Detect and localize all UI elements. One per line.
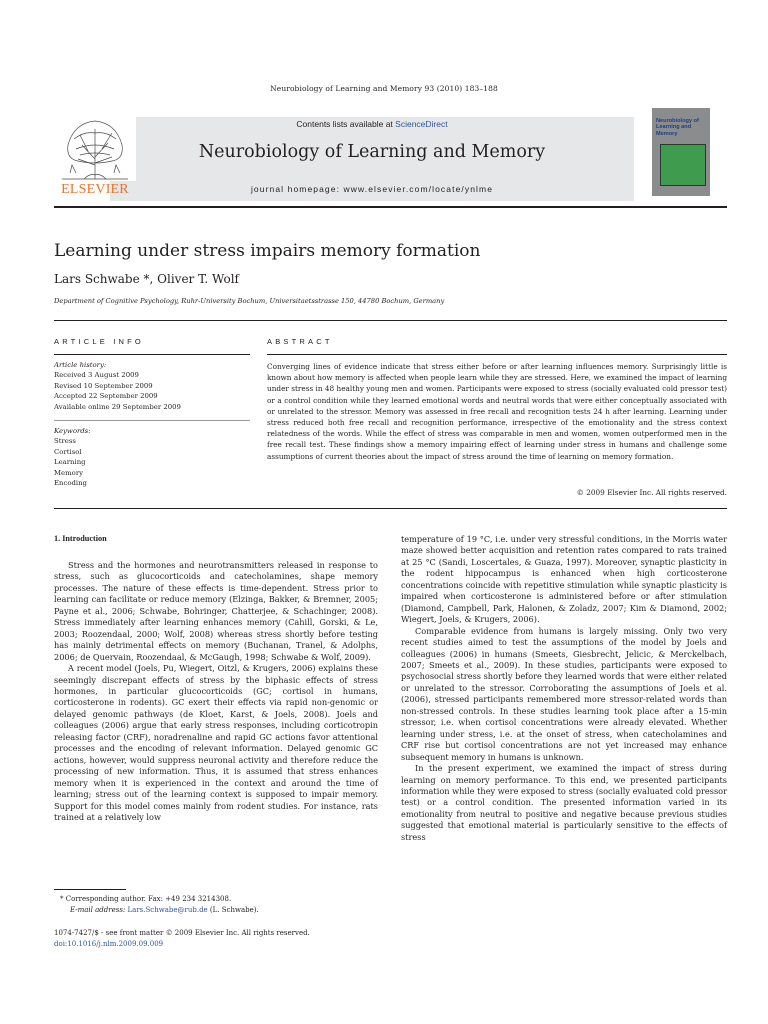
- keyword: Learning: [54, 458, 86, 467]
- abstract-rule: [267, 354, 727, 355]
- article-info-heading: ARTICLE INFO: [54, 337, 144, 346]
- abstract-text: Converging lines of evidence indicate that stress either before or after learning influences memory. Surprisingly little is known about how memory is affected when people learn while they are stressed. Here, we examined the impact of learning under stress in 48 healthy young men and women. Participants were exposed to stress (socially evaluated cold pressor test) or a control condition while they learned emotional words and neutral words that were either conceptually associated with or unrelated to the stressor. Memory was assessed in free recall and recognition tests 24 h after learning. Learning under stress reduced both free recall and recognition performance, irrespective of the emotionality and the stress context relatedness of the words. While the effect of stress was comparable in men and women, women outperformed men in the free recall test. These findings show a memory impairing effect of learning under stress in humans and challenge some assumptions of current theories about the impact of stress around the time of learning on memory formation.: [267, 362, 727, 461]
- article-identifiers: [54, 928, 454, 950]
- history-online: Available online 29 September 2009: [54, 402, 181, 411]
- elsevier-wordmark: ELSEVIER: [61, 182, 129, 197]
- footnote-rule: [54, 889, 126, 890]
- paragraph: In the present experiment, we examined the impact of stress during learning on memory performance. To this end, we presented participants information while they were exposed to stress (socially evaluated cold pressor test) or a control condition. The presented information varied in its emotionality from neutral to positive and negative because previous studies suggested that emotional material is particularly sensitive to the effects of stress: [401, 763, 727, 842]
- corresponding-author: * Corresponding author. Fax: +49 234 3214308.: [60, 895, 232, 903]
- contents-line: Contents lists available at ScienceDirect: [296, 119, 448, 129]
- sciencedirect-link[interactable]: ScienceDirect: [395, 119, 448, 129]
- email-line: E-mail address: Lars.Schwabe@rub.de (L. Schwabe).: [70, 905, 259, 914]
- history-accepted: Accepted 22 September 2009: [54, 392, 158, 401]
- keywords: Keywords: Stress Cortisol Learning Memory Encoding: [54, 426, 250, 488]
- title-rule: [54, 320, 727, 321]
- keywords-rule: [54, 420, 250, 421]
- right-column: [401, 534, 727, 843]
- author-affiliation: Department of Cognitive Psychology, Ruhr-University Bochum, Universitaetsstrasse 150, 44780 Bochum, Germany: [54, 297, 445, 305]
- journal-homepage[interactable]: journal homepage: www.elsevier.com/locate/ynlme: [250, 184, 494, 194]
- history-revised: Revised 10 September 2009: [54, 381, 153, 390]
- keyword: Stress: [54, 437, 76, 446]
- article-authors: Lars Schwabe *, Oliver T. Wolf: [54, 272, 239, 286]
- paragraph: A recent model (Joels, Pu, Wiegert, Oitzl, & Krugers, 2006) explains these seemingly discrepant effects of stress by the biphasic effects of stress hormones, in particular glucocorticoids (GC; cortisol in humans, corticosterone in rodents). GC exert their effects via rapid non-genomic or delayed genomic pathways (de Kloet, Karst, & Joels, 2008). Joels and colleagues (2006) argue that early stress responses, including corticotropin releasing factor (CRF), noradrenaline and rapid GC actions favor attentional processes and the encoding of relevant information. Delayed genomic GC actions, however, would suppress neuronal activity and therefore reduce the processing of new information. Thus, it is assumed that stress enhances memory when it is experienced in the context and around the time of learning; stress out of the learning context is supposed to impair memory. Support for this model comes mainly from rodent studies. For instance, rats trained at a relatively low: [54, 663, 378, 822]
- history-received: Received 3 August 2009: [54, 371, 139, 380]
- header-rule: [54, 206, 727, 208]
- doi-link[interactable]: doi:10.1016/j.nlm.2009.09.009: [54, 940, 164, 948]
- paragraph: temperature of 19 °C, i.e. under very stressful conditions, in the Morris water maze showed better acquisition and retention rates compared to rats trained at 25 °C (Sandi, Loscertales, & Guaza, 1997). Moreover, synaptic plasticity in the rodent hippocampus is enhanced when high corticosterone concentrations coincide with repetitive stimulation while synaptic plasticity is impaired when corticosterone is administered before or after stimulation (Diamond, Campbell, Park, Halonen, & Zoladz, 2007; Kim & Diamond, 2002; Wiegert, Joels, & Krugers, 2006).: [401, 534, 727, 625]
- cover-title: Neurobiology of Learning and Memory: [656, 118, 699, 137]
- abstract-bottom-rule: [54, 508, 727, 509]
- left-column: [54, 560, 378, 823]
- article-title: Learning under stress impairs memory formation: [54, 241, 481, 261]
- cover-image: [660, 144, 706, 186]
- section-heading-introduction: 1. Introduction: [54, 534, 107, 543]
- keyword: Memory: [54, 468, 84, 477]
- article-info-rule: [54, 354, 250, 355]
- article-history: Article history: Received 3 August 2009 Revised 10 September 2009 Accepted 22 September 2009 Available online 29 September 2009: [54, 360, 250, 412]
- paragraph: Stress and the hormones and neurotransmitters released in response to stress, such as glucocorticoids and catecholamines, shape memory processes. The nature of these effects is time-dependent. Stress prior to learning can facilitate or reduce memory (Elzinga, Bakker, & Bremner, 2005; Payne et al., 2006; Schwabe, Bohringer, Chatterjee, & Schachinger, 2008). Stress immediately after learning enhances memory (Cahill, Gorski, & Le, 2003; Roozendaal, 2000; Wolf, 2008) whereas stress shortly before testing has mainly detrimental effects on memory (Buchanan, Tranel, & Adolphs, 2006; de Quervain, Roozendaal, & McGaugh, 1998; Schwabe & Wolf, 2009).: [54, 560, 378, 662]
- abstract-copyright: © 2009 Elsevier Inc. All rights reserved.: [576, 488, 727, 497]
- keyword: Encoding: [54, 479, 87, 488]
- issn-line: 1074-7427/$ - see front matter © 2009 Elsevier Inc. All rights reserved.: [54, 929, 310, 937]
- footnote: [60, 894, 380, 915]
- keyword: Cortisol: [54, 447, 82, 456]
- abstract-heading: ABSTRACT: [267, 337, 333, 346]
- paragraph: Comparable evidence from humans is largely missing. Only two very recent studies aimed to test the assumptions of the model by Joels and colleagues (2006) in humans (Smeets, Giesbrecht, Jelicic, & Merckelbach, 2007; Smeets et al., 2009). In these studies, participants were exposed to psychosocial stress shortly before they learned words that were either related or unrelated to the stressor. Corroborating the assumptions of Joels et al. (2006), stressed participants remembered more stressor-related words than non-stressed controls. In these studies learning took place after a 15-min stressor, i.e. when cortisol concentrations were already elevated. Whether learning under stress, i.e. at the onset of stress, when catecholamines and CRF rise but cortisol concentrations are not yet increased may enhance subsequent memory in humans is unknown.: [401, 625, 727, 762]
- journal-reference: Neurobiology of Learning and Memory 93 (2010) 183–188: [270, 84, 498, 93]
- journal-title: Neurobiology of Learning and Memory: [198, 142, 546, 162]
- email-link[interactable]: Lars.Schwabe@rub.de: [127, 905, 208, 914]
